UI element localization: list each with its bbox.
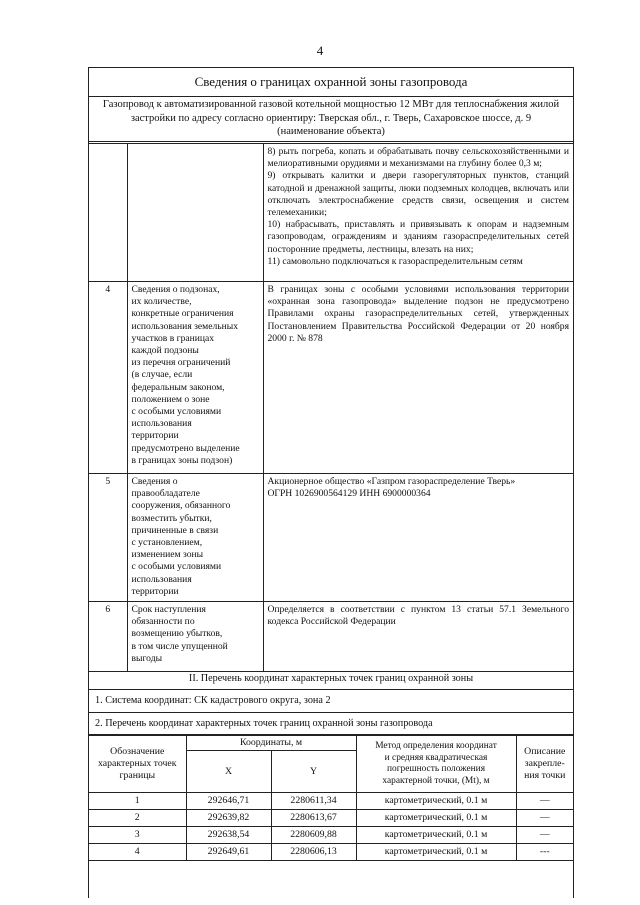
object-name-block [89,96,573,142]
table-row [89,144,573,282]
page-number: 4 [316,43,324,58]
object-line-2: застройки по адресу согласно ориентиру: Тверская обл., г. Тверь, Сахаровское шоссе, д. 9 [130,112,532,124]
row-number-cell [89,144,127,282]
coordinates-table [89,735,573,861]
method-value: картометрический, 0.1 м [356,810,516,827]
table-row [89,793,573,810]
fixing-value: — [516,827,573,844]
method-value: картометрический, 0.1 м [356,793,516,810]
restriction-item-8: 8) рыть погреба, копать и обрабатывать почву сельскохозяйственными и мелиоративными орудиями и механизмами на глубину более 0,3 м; [267,146,569,170]
point-number: 3 [89,827,186,844]
y-header: Y [271,751,356,793]
table-row [89,474,573,602]
row-number-cell: 6 [89,602,127,672]
coordinate-system-line: 1. Система координат: СК кадастрового округа, зона 2 [89,690,573,713]
object-line-1: Газопровод к автоматизированной газовой котельной мощностью 12 МВт для теплоснабжения жилой [102,99,560,110]
object-caption: (наименование объекта) [277,126,385,137]
restriction-item-10: 10) набрасывать, приставлять и привязывать к опорам и надземным газопроводам, ограждениям и зданиям газораспределительных сетей посторонние предметы, лестницы, влезать на них; [267,219,569,255]
table-row [89,827,573,844]
fixing-value: — [516,793,573,810]
restriction-item-9: 9) открывать калитки и двери газорегуляторных пунктов, станций катодной и дренажной защиты, люки подземных колодцев, включать или отключать электроснабжение средств связи, освещения и систем телемеханики; [267,170,569,219]
row-number-cell: 5 [89,474,127,602]
document-sheet [88,67,574,898]
method-value: картометрический, 0.1 м [356,827,516,844]
y-value: 2280611,34 [271,793,356,810]
x-value: 292649,61 [186,844,271,861]
fixing-value: --- [516,844,573,861]
table-row [89,602,573,672]
row-value-cell: Акционерное общество «Газпром газораспределение Тверь» ОГРН 1026900564129 ИНН 6900000364 [263,474,573,602]
method-header: Метод определения координат и средняя квадратическая погрешность положения характерной точки, (Мt), м [356,736,516,793]
x-value: 292646,71 [186,793,271,810]
table-row [89,844,573,861]
coords-header-row [89,736,573,751]
y-value: 2280613,67 [271,810,356,827]
point-number: 2 [89,810,186,827]
x-value: 292639,82 [186,810,271,827]
table-row [89,810,573,827]
coordinate-list-title: 2. Перечень координат характерных точек границ охранной зоны газопровода [89,713,573,735]
restrictions-continued-cell [263,144,573,282]
zone-info-table [89,143,573,672]
x-header: X [186,751,271,793]
coordinates-header: Координаты, м [186,736,356,751]
row-label-cell: Сведения о подзонах, их количестве, конкретные ограничения использования земельных участков в границах каждой подзоны из перечня ограничений (в случае, если федеральным законом, положением о зоне с особыми условиями использования территории предусмотрено выделение в границах зоны подзон) [127,282,263,474]
row-label-cell: Срок наступления обязанности по возмещению убытков, в том числе упущенной выгоды [127,602,263,672]
row-label-cell: Сведения о правообладателе сооружения, обязанного возместить убытки, причиненные в связи с установлением, изменением зоны с особыми условиями использования территории [127,474,263,602]
method-value: картометрический, 0.1 м [356,844,516,861]
y-value: 2280609,88 [271,827,356,844]
row-label-cell [127,144,263,282]
restriction-item-11: 11) самовольно подключаться к газораспределительным сетям [267,255,523,267]
point-number: 4 [89,844,186,861]
row-value-cell: Определяется в соответствии с пунктом 13 статьи 57.1 Земельного кодекса Российской Федерации [263,602,573,672]
point-fixing-header: Описание закрепле- ния точки [516,736,573,793]
document-title: Сведения о границах охранной зоны газопровода [89,67,573,97]
y-value: 2280606,13 [271,844,356,861]
row-number-cell: 4 [89,282,127,474]
point-number: 1 [89,793,186,810]
fixing-value: — [516,810,573,827]
table-row [89,282,573,474]
x-value: 292638,54 [186,827,271,844]
section-2-title: II. Перечень координат характерных точек границ охранной зоны [89,669,573,690]
point-designation-header: Обозначение характерных точек границы [89,736,186,793]
row-value-cell: В границах зоны с особыми условиями использования территории «охранная зона газопровода» выделение подзон не предусмотрено Правилами охраны газораспределительных сетей, утвержденных Постановлением Правительства Российской Федерации от 20 ноября 2000 г. № 878 [263,282,573,474]
